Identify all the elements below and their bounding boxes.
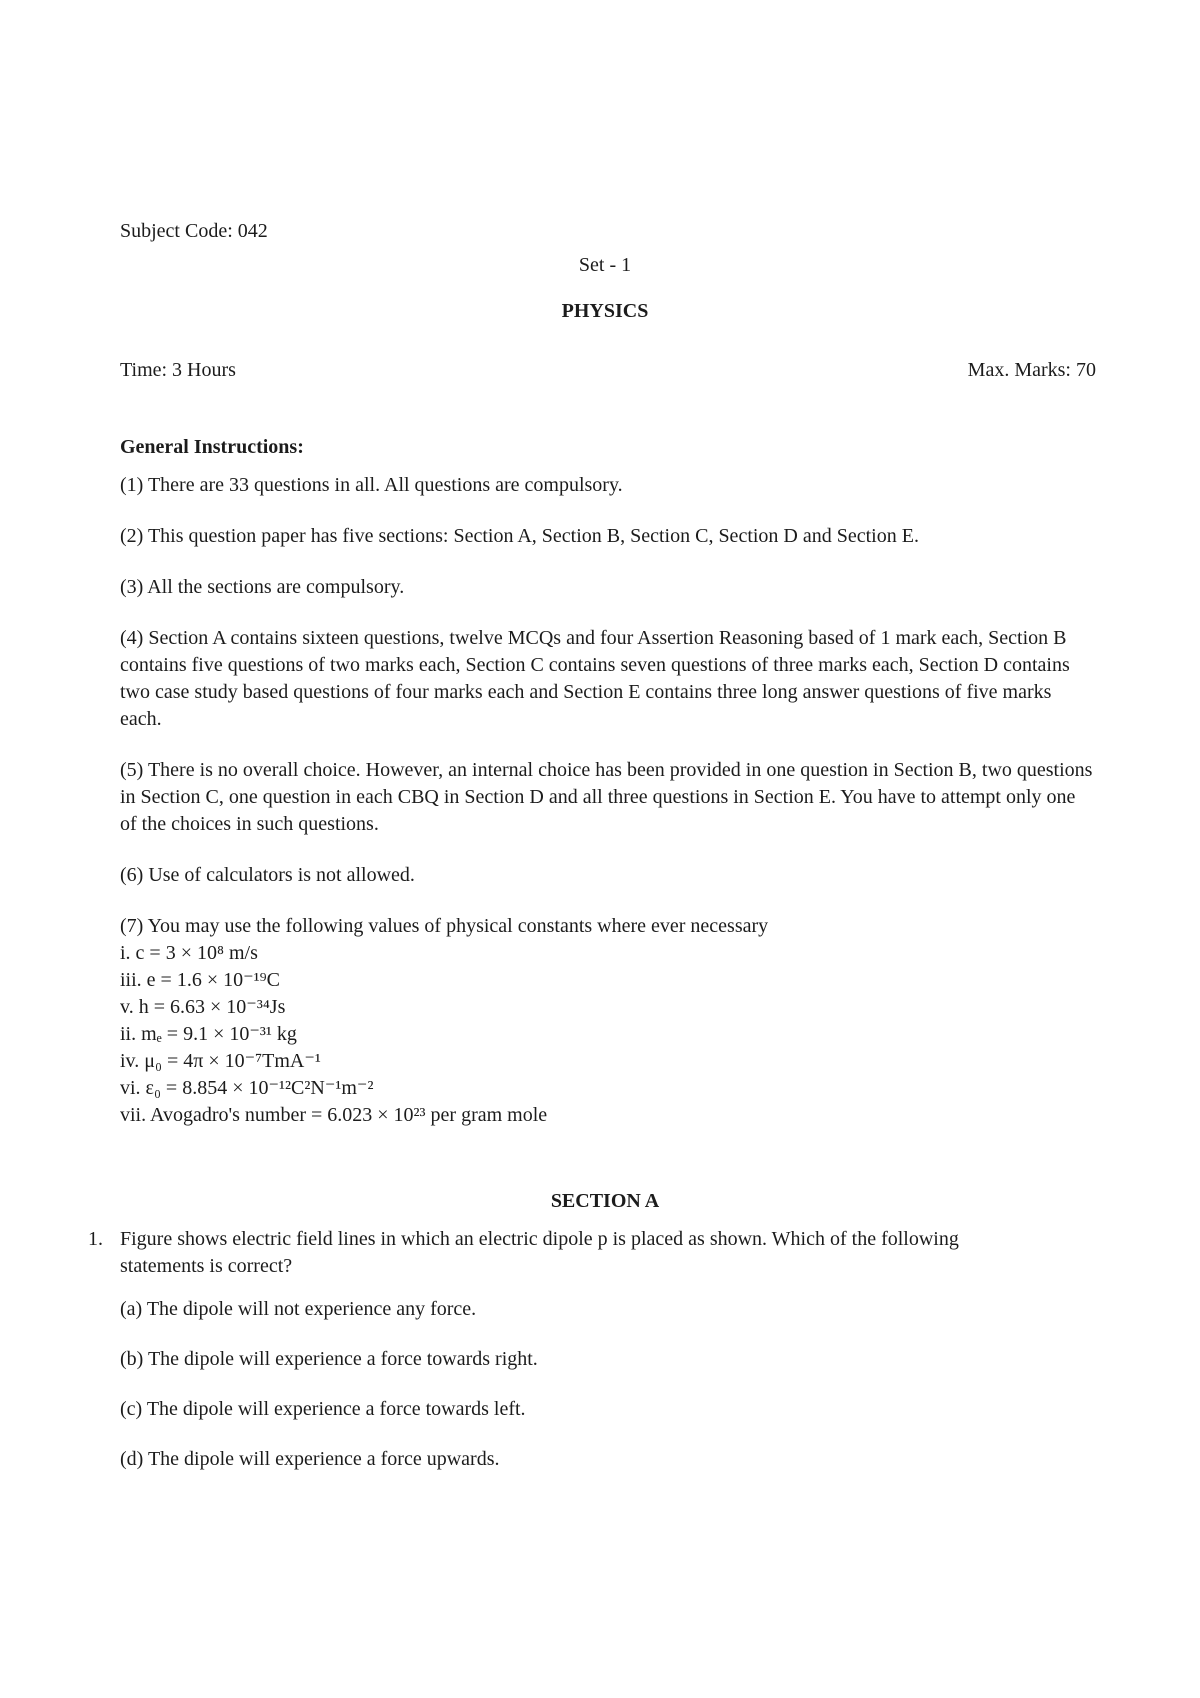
instruction-item: (5) There is no overall choice. However, an internal choice has been provided in one question in Section B, two questions in Section C, one question in each CBQ in Section D and all three questions in Section E. You have to attempt only one of the choices in such questions. [120, 759, 1093, 835]
option-d: (d) The dipole will experience a force upwards. [120, 1448, 500, 1470]
paper-title: PHYSICS [561, 300, 649, 322]
instruction-item: (6) Use of calculators is not allowed. [120, 864, 415, 886]
instruction-item: (3) All the sections are compulsory. [120, 576, 405, 598]
constant-item: iv. μ₀ = 4π × 10⁻⁷TmA⁻¹ [120, 1050, 321, 1072]
constant-item: i. c = 3 × 10⁸ m/s [120, 942, 258, 964]
instruction-item: (1) There are 33 questions in all. All questions are compulsory. [120, 474, 623, 496]
constant-item: iii. e = 1.6 × 10⁻¹⁹C [120, 969, 280, 991]
question-text: Figure shows electric field lines in which an electric dipole p is placed as shown. Which of the following statements is correct? [120, 1228, 959, 1277]
constant-item: ii. mₑ = 9.1 × 10⁻³¹ kg [120, 1023, 297, 1045]
question-number: 1. [88, 1228, 103, 1250]
instructions-list [120, 472, 1096, 1129]
constant-item: v. h = 6.63 × 10⁻³⁴Js [120, 996, 286, 1018]
constants-list [120, 940, 1096, 1129]
constant-item: vii. Avogadro's number = 6.023 × 10²³ per gram mole [120, 1104, 548, 1126]
constant-item: vi. ε₀ = 8.854 × 10⁻¹²C²N⁻¹m⁻² [120, 1077, 374, 1099]
instruction-item: (2) This question paper has five sections: Section A, Section B, Section C, Section D and Section E. [120, 525, 919, 547]
option-a: (a) The dipole will not experience any force. [120, 1298, 477, 1320]
option-c: (c) The dipole will experience a force towards left. [120, 1398, 526, 1420]
section-title: SECTION A [550, 1190, 660, 1212]
instruction-item: (4) Section A contains sixteen questions, twelve MCQs and four Assertion Reasoning based of 1 mark each, Section B contains five questions of two marks each, Section C contains seven questions of three marks each, Section D contains two case study based questions of four marks each and Section E contains three long answer questions of five marks each. [120, 627, 1070, 730]
max-marks: Max. Marks: 70 [967, 359, 1096, 381]
instruction-item: (7) You may use the following values of physical constants where ever necessary [120, 915, 769, 937]
set-number: Set - 1 [578, 254, 632, 276]
time-allowed: Time: 3 Hours [120, 359, 236, 381]
question-options [120, 1296, 1040, 1496]
instructions-heading: General Instructions: [120, 436, 304, 458]
subject-code: Subject Code: 042 [120, 220, 268, 242]
option-b: (b) The dipole will experience a force towards right. [120, 1348, 538, 1370]
